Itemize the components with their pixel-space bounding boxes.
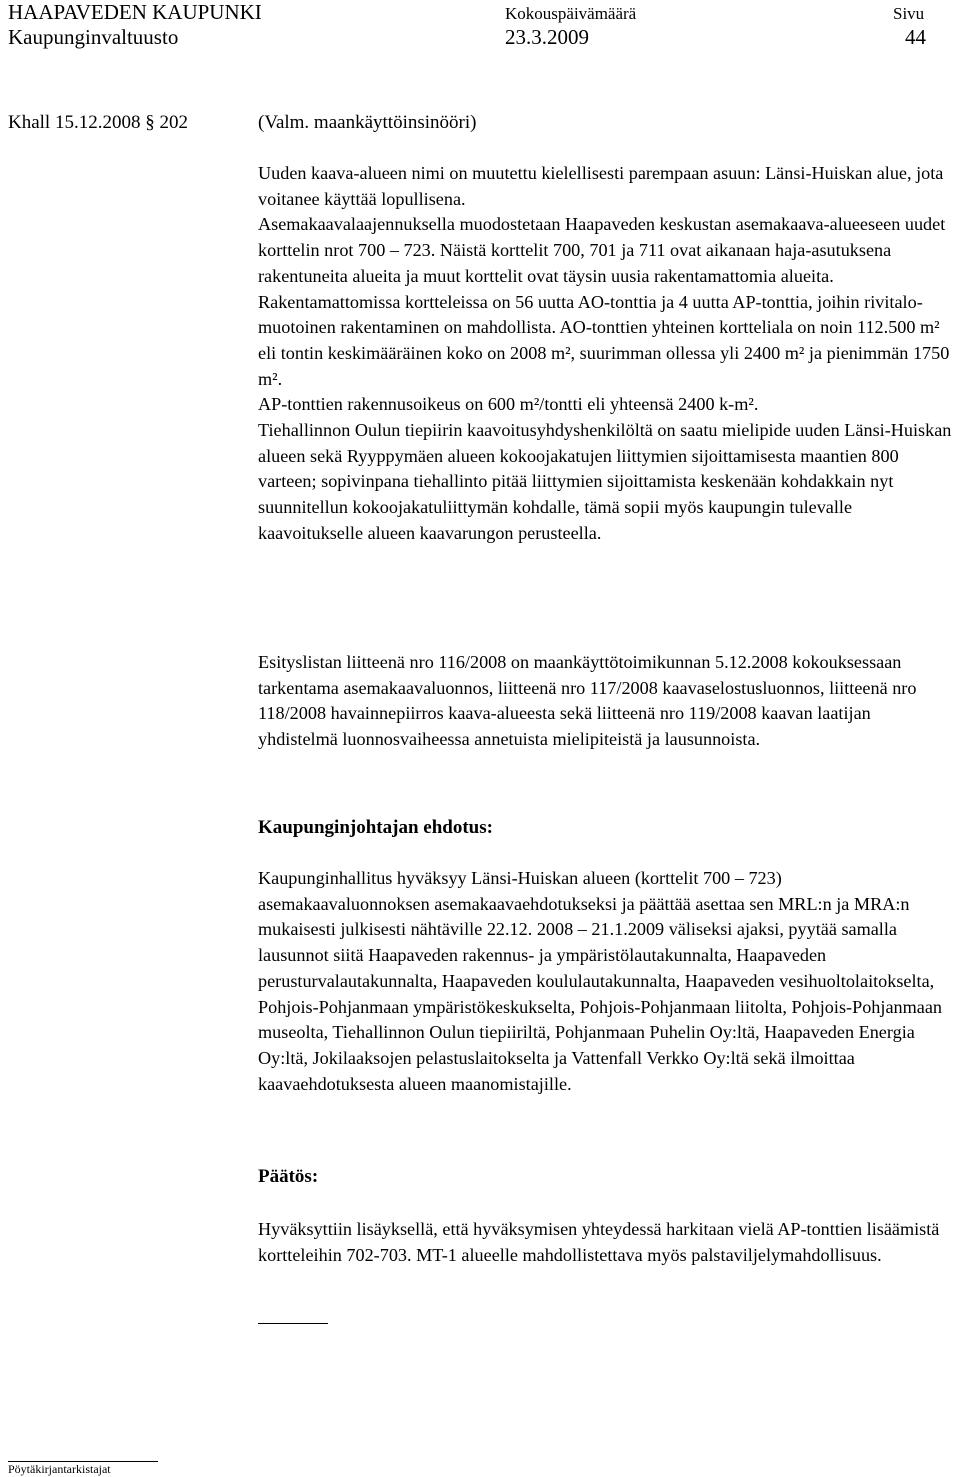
proposal-text: Kaupunginhallitus hyväksyy Länsi-Huiskan alueen (korttelit 700 – 723) asemakaavaluonnoksen asemakaavaehdotukseksi ja päättää asettaa sen MRL:n ja MRA:n mukaisesti julkisesti nähtäville 22.12. 2008 – 21.1.2009 väliseksi ajaksi, pyytää samalla lausunnot siitä Haapaveden rakennus- ja ympäristölautakunnalta, Haapaveden perusturvalautakunnalta, Haapaveden koululautakunnalta, Haapaveden vesihuoltolaitokselta, Pohjois-Pohjanmaan ympäristökeskukselta, Pohjois-Pohjanmaan liitolta, Pohjois-Pohjanmaan museolta, Tiehallinnon Oulun tiepiiriltä, Pohjanmaan Puhelin Oy:ltä, Haapaveden Energia Oy:ltä, Jokilaaksojen pelastuslaitokselta ja Vattenfall Verkko Oy:ltä sekä ilmoittaa kaavaehdotuksesta alueen maanomistajille. (258, 868, 942, 1094)
paragraph: Tiehallinnon Oulun tiepiirin kaavoitusyhdyshenkilöltä on saatu mielipide uuden Länsi-Huiskan alueen sekä Ryyppymäen alueen kokoojakatujen liittymien sijoittamisesta maantien 800 varteen; sopivinpana tiehallinto pitää liittymien sijoittamista keskenään kohdakkain nyt suunnitellun kokoojakatuliittymän kohdalle, tämä sopii myös kaupungin tulevalle kaavoitukselle alueen kaavarungon perusteella. (258, 420, 952, 543)
decision-text: Hyväksyttiin lisäyksellä, että hyväksymisen yhteydessä harkitaan vielä AP-tonttien lisäämistä kortteleihin 702-703. MT-1 alueelle mahdollistettava myös palstaviljelymahdollisuus. (258, 1219, 940, 1265)
page-number: 44 (905, 25, 926, 49)
decision-heading: Päätös: (258, 1166, 319, 1187)
signature-line (258, 1323, 328, 1324)
organization-name: HAAPAVEDEN KAUPUNKI (8, 0, 262, 24)
council-name: Kaupunginvaltuusto (8, 25, 179, 49)
meeting-date: 23.3.2009 (505, 25, 589, 49)
description-block (258, 161, 954, 547)
proposal-heading: Kaupunginjohtajan ehdotus: (258, 817, 493, 838)
attachments-paragraph: Esityslistan liitteenä nro 116/2008 on maankäyttötoimikunnan 5.12.2008 kokouksessaan tarkentama asemakaavaluonnos, liitteenä nro 117/2008 kaavaselostusluonnos, liitteenä nro 118/2008 havainnepiirros kaava-alueesta sekä liitteenä nro 119/2008 kaavan laatijan yhdistelmä luonnosvaiheessa annetuista mielipiteistä ja lausunnoista. (258, 652, 917, 750)
paragraph: Uuden kaava-alueen nimi on muutettu kielellisesti parempaan asuun: Länsi-Huiskan alue, jota voitanee käyttää lopullisena. (258, 163, 944, 209)
preparer-note: (Valm. maankäyttöinsinööri) (258, 112, 477, 133)
minutes-checkers-label: Pöytäkirjantarkistajat (8, 1462, 111, 1476)
paragraph: Asemakaavalaajennuksella muodostetaan Haapaveden keskustan asemakaava-alueeseen uudet korttelin nrot 700 – 723. Näistä korttelit 700, 701 ja 711 ovat aikanaan haja-asutuksena rakentuneita alueita ja muut korttelit ovat täysin uusia rakentamattomia alueita. (258, 214, 946, 286)
page-label: Sivu (893, 4, 925, 23)
board-reference: Khall 15.12.2008 § 202 (8, 112, 188, 133)
paragraph: AP-tonttien rakennusoikeus on 600 m²/tontti eli yhteensä 2400 k-m². (258, 394, 759, 415)
paragraph: Rakentamattomissa kortteleissa on 56 uutta AO-tonttia ja 4 uutta AP-tonttia, joihin rivitalo-muotoinen rakentaminen on mahdollista. AO-tonttien yhteinen kortteliala on noin 112.500 m² eli tontin keskimääräinen koko on 2008 m², suurimman ollessa yli 2400 m² ja pienimmän 1750 m². (258, 291, 950, 389)
meeting-date-label: Kokouspäivämäärä (505, 4, 637, 23)
